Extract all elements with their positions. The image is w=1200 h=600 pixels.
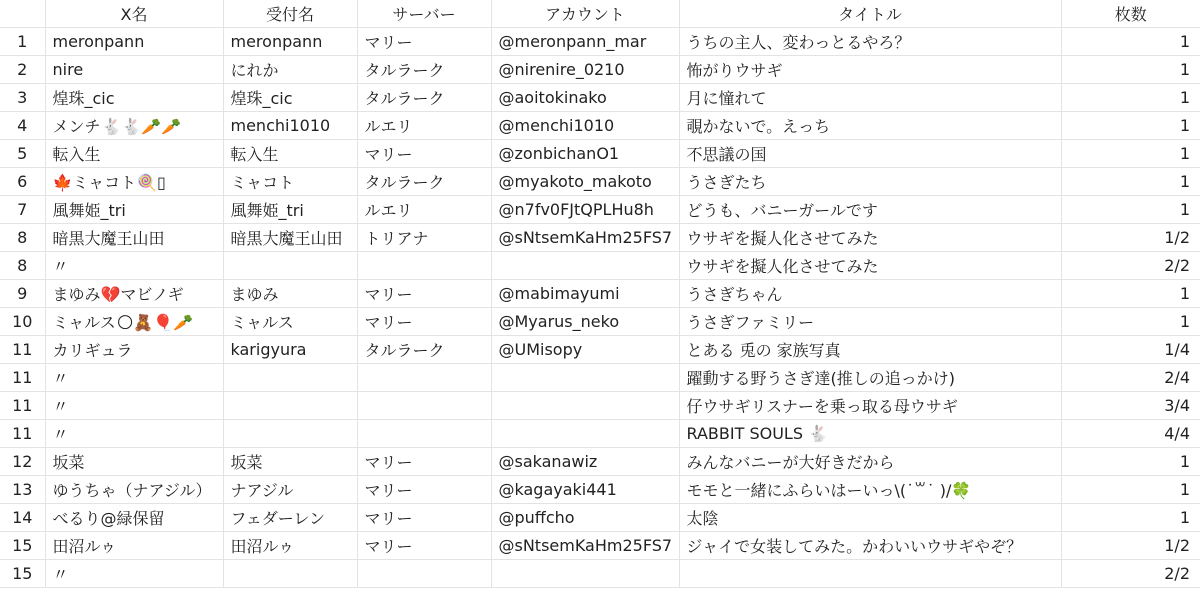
- count-cell[interactable]: 2/4: [1061, 363, 1200, 391]
- row-number-cell[interactable]: 5: [0, 139, 45, 167]
- server-cell[interactable]: マリー: [357, 279, 491, 307]
- account-cell[interactable]: @puffcho: [491, 503, 679, 531]
- row-number-cell[interactable]: 7: [0, 195, 45, 223]
- reception-name-cell[interactable]: にれか: [223, 55, 357, 83]
- title-cell[interactable]: 躍動する野うさぎ達(推しの追っかけ): [679, 363, 1061, 391]
- row-number-cell[interactable]: 15: [0, 531, 45, 559]
- count-cell[interactable]: 1: [1061, 195, 1200, 223]
- row-number-cell[interactable]: 14: [0, 503, 45, 531]
- account-cell[interactable]: @sNtsemKaHm25FS7: [491, 531, 679, 559]
- x-name-cell[interactable]: [45, 55, 223, 83]
- reception-name-cell[interactable]: meronpann: [223, 27, 357, 55]
- x-name-text: メンチ: [52, 116, 101, 136]
- row-number-cell[interactable]: 10: [0, 307, 45, 335]
- server-cell[interactable]: タルラーク: [357, 335, 491, 363]
- table-row: [0, 503, 1200, 531]
- server-cell[interactable]: タルラーク: [357, 83, 491, 111]
- count-cell[interactable]: 3/4: [1061, 391, 1200, 419]
- emoji-icons: 🍭▯: [137, 172, 166, 192]
- reception-name-cell[interactable]: 風舞姫_tri: [223, 195, 357, 223]
- count-cell[interactable]: 1: [1061, 27, 1200, 55]
- table-row: [0, 251, 1200, 279]
- account-cell[interactable]: @nirenire_0210: [491, 55, 679, 83]
- title-cell[interactable]: モモと一緒にふらいはーいっ\(˙꒳˙ )/🍀: [679, 475, 1061, 503]
- x-name-cell[interactable]: [45, 475, 223, 503]
- header-cell-title[interactable]: タイトル: [679, 0, 1061, 27]
- row-number-cell[interactable]: 8: [0, 251, 45, 279]
- row-number-cell[interactable]: 6: [0, 167, 45, 195]
- account-cell[interactable]: @mabimayumi: [491, 279, 679, 307]
- reception-name-cell[interactable]: karigyura: [223, 335, 357, 363]
- count-cell[interactable]: 2/2: [1061, 251, 1200, 279]
- reception-name-cell[interactable]: 田沼ルゥ: [223, 531, 357, 559]
- title-cell[interactable]: ウサギを擬人化させてみた: [679, 251, 1061, 279]
- x-name-cell[interactable]: [45, 447, 223, 475]
- title-cell[interactable]: ジャイで女装してみた。かわいいウサギやぞ？: [679, 531, 1061, 559]
- title-cell[interactable]: うさぎファミリー: [679, 307, 1061, 335]
- x-name-text: 〃: [52, 424, 69, 444]
- title-cell[interactable]: 不思議の国: [679, 139, 1061, 167]
- server-cell[interactable]: [357, 251, 491, 279]
- x-name-text: まゆみ💔マビノギ: [52, 284, 184, 304]
- header-cell-count[interactable]: 枚数: [1061, 0, 1200, 27]
- x-name-cell[interactable]: [45, 335, 223, 363]
- count-cell[interactable]: 1: [1061, 447, 1200, 475]
- row-number-cell[interactable]: 15: [0, 559, 45, 587]
- count-cell[interactable]: 1/2: [1061, 531, 1200, 559]
- row-number-cell[interactable]: 9: [0, 279, 45, 307]
- table-row: [0, 475, 1200, 503]
- row-number-cell[interactable]: 11: [0, 363, 45, 391]
- count-cell[interactable]: 4/4: [1061, 419, 1200, 447]
- reception-name-cell[interactable]: ミャコト: [223, 167, 357, 195]
- reception-name-cell[interactable]: menchi1010: [223, 111, 357, 139]
- count-cell[interactable]: 1: [1061, 503, 1200, 531]
- table-row: [0, 559, 1200, 587]
- count-cell[interactable]: 1: [1061, 55, 1200, 83]
- title-cell[interactable]: うさぎたち: [679, 167, 1061, 195]
- server-cell[interactable]: [357, 363, 491, 391]
- row-number-cell[interactable]: 3: [0, 83, 45, 111]
- account-cell[interactable]: [491, 559, 679, 587]
- server-cell[interactable]: タルラーク: [357, 55, 491, 83]
- reception-name-cell[interactable]: 暗黒大魔王山田: [223, 223, 357, 251]
- account-cell[interactable]: @UMisopy: [491, 335, 679, 363]
- account-cell[interactable]: @sakanawiz: [491, 447, 679, 475]
- server-cell[interactable]: マリー: [357, 27, 491, 55]
- count-cell[interactable]: 1: [1061, 83, 1200, 111]
- table-row: [0, 167, 1200, 195]
- server-cell[interactable]: タルラーク: [357, 167, 491, 195]
- table-row: [0, 83, 1200, 111]
- header-cell-x-name[interactable]: X名: [45, 0, 223, 27]
- x-name-cell[interactable]: [45, 83, 223, 111]
- reception-name-cell[interactable]: 坂菜: [223, 447, 357, 475]
- reception-name-cell[interactable]: まゆみ: [223, 279, 357, 307]
- x-name-cell[interactable]: [45, 195, 223, 223]
- table-row: [0, 419, 1200, 447]
- header-cell-reception-name[interactable]: 受付名: [223, 0, 357, 27]
- x-name-cell[interactable]: [45, 419, 223, 447]
- reception-name-cell[interactable]: [223, 363, 357, 391]
- x-name-cell[interactable]: [45, 503, 223, 531]
- header-cell-account[interactable]: アカウント: [491, 0, 679, 27]
- title-cell[interactable]: 怖がりウサギ: [679, 55, 1061, 83]
- reception-name-cell[interactable]: [223, 419, 357, 447]
- title-cell[interactable]: みんなバニーが大好きだから: [679, 447, 1061, 475]
- account-cell[interactable]: [491, 251, 679, 279]
- x-name-text: 〃: [52, 368, 69, 388]
- account-cell[interactable]: @kagayaki441: [491, 475, 679, 503]
- x-name-cell[interactable]: [45, 363, 223, 391]
- server-cell[interactable]: [357, 419, 491, 447]
- reception-name-cell[interactable]: [223, 559, 357, 587]
- count-cell[interactable]: 1/4: [1061, 335, 1200, 363]
- table-row: [0, 111, 1200, 139]
- x-name-text: 風舞姫_tri: [52, 200, 126, 220]
- server-cell[interactable]: [357, 391, 491, 419]
- server-cell[interactable]: マリー: [357, 503, 491, 531]
- count-cell[interactable]: 1: [1061, 475, 1200, 503]
- reception-name-cell[interactable]: フェダーレン: [223, 503, 357, 531]
- table-row: [0, 531, 1200, 559]
- count-cell[interactable]: 1: [1061, 167, 1200, 195]
- table-row: [0, 55, 1200, 83]
- x-name-text: ゆうちゃ（ナアジル）: [52, 480, 212, 500]
- reception-name-cell[interactable]: ミャルス: [223, 307, 357, 335]
- count-cell[interactable]: 1/2: [1061, 223, 1200, 251]
- x-name-text: べるり@緑保留: [52, 508, 165, 528]
- emoji-icons: 🌕🧸🎈🥕: [116, 312, 194, 332]
- header-cell-server[interactable]: サーバー: [357, 0, 491, 27]
- header-row: [0, 0, 1200, 27]
- table-row: [0, 307, 1200, 335]
- server-cell[interactable]: [357, 559, 491, 587]
- x-name-text: 坂菜: [52, 452, 85, 472]
- x-name-cell[interactable]: [45, 279, 223, 307]
- row-number-cell[interactable]: 8: [0, 223, 45, 251]
- x-name-text: 田沼ルゥ: [52, 536, 117, 556]
- title-cell[interactable]: 仔ウサギリスナーを乗っ取る母ウサギ: [679, 391, 1061, 419]
- server-cell[interactable]: ルエリ: [357, 195, 491, 223]
- x-name-text: カリギュラ: [52, 340, 133, 360]
- title-cell[interactable]: 覗かないで。えっち: [679, 111, 1061, 139]
- x-name-cell[interactable]: [45, 559, 223, 587]
- account-cell[interactable]: @zonbichanO1: [491, 139, 679, 167]
- x-name-text: 〃: [52, 256, 69, 276]
- count-cell[interactable]: 1: [1061, 139, 1200, 167]
- x-name-cell[interactable]: [45, 139, 223, 167]
- row-number-cell[interactable]: 11: [0, 391, 45, 419]
- title-cell[interactable]: うさぎちゃん: [679, 279, 1061, 307]
- row-number-cell[interactable]: 12: [0, 447, 45, 475]
- count-cell[interactable]: 1: [1061, 111, 1200, 139]
- server-cell[interactable]: マリー: [357, 475, 491, 503]
- table-row: [0, 447, 1200, 475]
- x-name-text: ミャルス: [52, 312, 116, 332]
- account-cell[interactable]: @sNtsemKaHm25FS7: [491, 223, 679, 251]
- table-row: [0, 195, 1200, 223]
- x-name-text: 〃: [52, 396, 69, 416]
- reception-name-cell[interactable]: ナアジル: [223, 475, 357, 503]
- table-row: [0, 139, 1200, 167]
- server-cell[interactable]: マリー: [357, 139, 491, 167]
- x-name-cell[interactable]: [45, 167, 223, 195]
- x-name-cell[interactable]: [45, 307, 223, 335]
- x-name-cell[interactable]: [45, 391, 223, 419]
- server-cell[interactable]: マリー: [357, 531, 491, 559]
- account-cell[interactable]: @aoitokinako: [491, 83, 679, 111]
- row-number-cell[interactable]: 2: [0, 55, 45, 83]
- reception-name-cell[interactable]: [223, 251, 357, 279]
- reception-name-cell[interactable]: 転入生: [223, 139, 357, 167]
- account-cell[interactable]: [491, 391, 679, 419]
- x-name-text: 🍁ミャコト: [52, 172, 137, 192]
- count-cell[interactable]: 1: [1061, 307, 1200, 335]
- row-number-cell[interactable]: 1: [0, 27, 45, 55]
- x-name-text: 転入生: [52, 144, 101, 164]
- row-number-cell[interactable]: 4: [0, 111, 45, 139]
- table-row: [0, 27, 1200, 55]
- emoji-icons: 🐇🐇🥕🥕: [101, 116, 182, 136]
- title-cell[interactable]: うちの主人、変わっとるやろ？: [679, 27, 1061, 55]
- count-cell[interactable]: 2/2: [1061, 559, 1200, 587]
- x-name-cell[interactable]: [45, 223, 223, 251]
- title-cell[interactable]: RABBIT SOULS 🐇: [679, 419, 1061, 447]
- title-cell[interactable]: ウサギを擬人化させてみた: [679, 223, 1061, 251]
- server-cell[interactable]: マリー: [357, 307, 491, 335]
- row-number-cell[interactable]: 11: [0, 335, 45, 363]
- reception-name-cell[interactable]: 煌珠_cic: [223, 83, 357, 111]
- account-cell[interactable]: @menchi1010: [491, 111, 679, 139]
- table-row: [0, 223, 1200, 251]
- count-cell[interactable]: 1: [1061, 279, 1200, 307]
- server-cell[interactable]: マリー: [357, 447, 491, 475]
- x-name-text: 〃: [52, 564, 69, 584]
- title-cell[interactable]: 月に憧れて: [679, 83, 1061, 111]
- header-cell-row-number[interactable]: [0, 0, 45, 27]
- x-name-cell[interactable]: [45, 111, 223, 139]
- title-cell[interactable]: [679, 559, 1061, 587]
- x-name-cell[interactable]: [45, 251, 223, 279]
- x-name-cell[interactable]: [45, 27, 223, 55]
- x-name-cell[interactable]: [45, 531, 223, 559]
- x-name-text: 暗黒大魔王山田: [52, 228, 165, 248]
- reception-name-cell[interactable]: [223, 391, 357, 419]
- account-cell[interactable]: [491, 363, 679, 391]
- title-cell[interactable]: とある 兎の 家族写真: [679, 335, 1061, 363]
- server-cell[interactable]: トリアナ: [357, 223, 491, 251]
- x-name-text: meronpann: [52, 31, 145, 51]
- account-cell[interactable]: @meronpann_mar: [491, 27, 679, 55]
- row-number-cell[interactable]: 13: [0, 475, 45, 503]
- account-cell[interactable]: @Myarus_neko: [491, 307, 679, 335]
- account-cell[interactable]: [491, 419, 679, 447]
- title-cell[interactable]: どうも、バニーガールです: [679, 195, 1061, 223]
- table-row: [0, 391, 1200, 419]
- account-cell[interactable]: @n7fv0FJtQPLHu8h: [491, 195, 679, 223]
- title-cell[interactable]: 太陰: [679, 503, 1061, 531]
- account-cell[interactable]: @myakoto_makoto: [491, 167, 679, 195]
- table-row: [0, 279, 1200, 307]
- row-number-cell[interactable]: 11: [0, 419, 45, 447]
- table-row: [0, 363, 1200, 391]
- x-name-text: nire: [52, 59, 84, 79]
- server-cell[interactable]: ルエリ: [357, 111, 491, 139]
- x-name-text: 煌珠_cic: [52, 88, 115, 108]
- table-row: [0, 335, 1200, 363]
